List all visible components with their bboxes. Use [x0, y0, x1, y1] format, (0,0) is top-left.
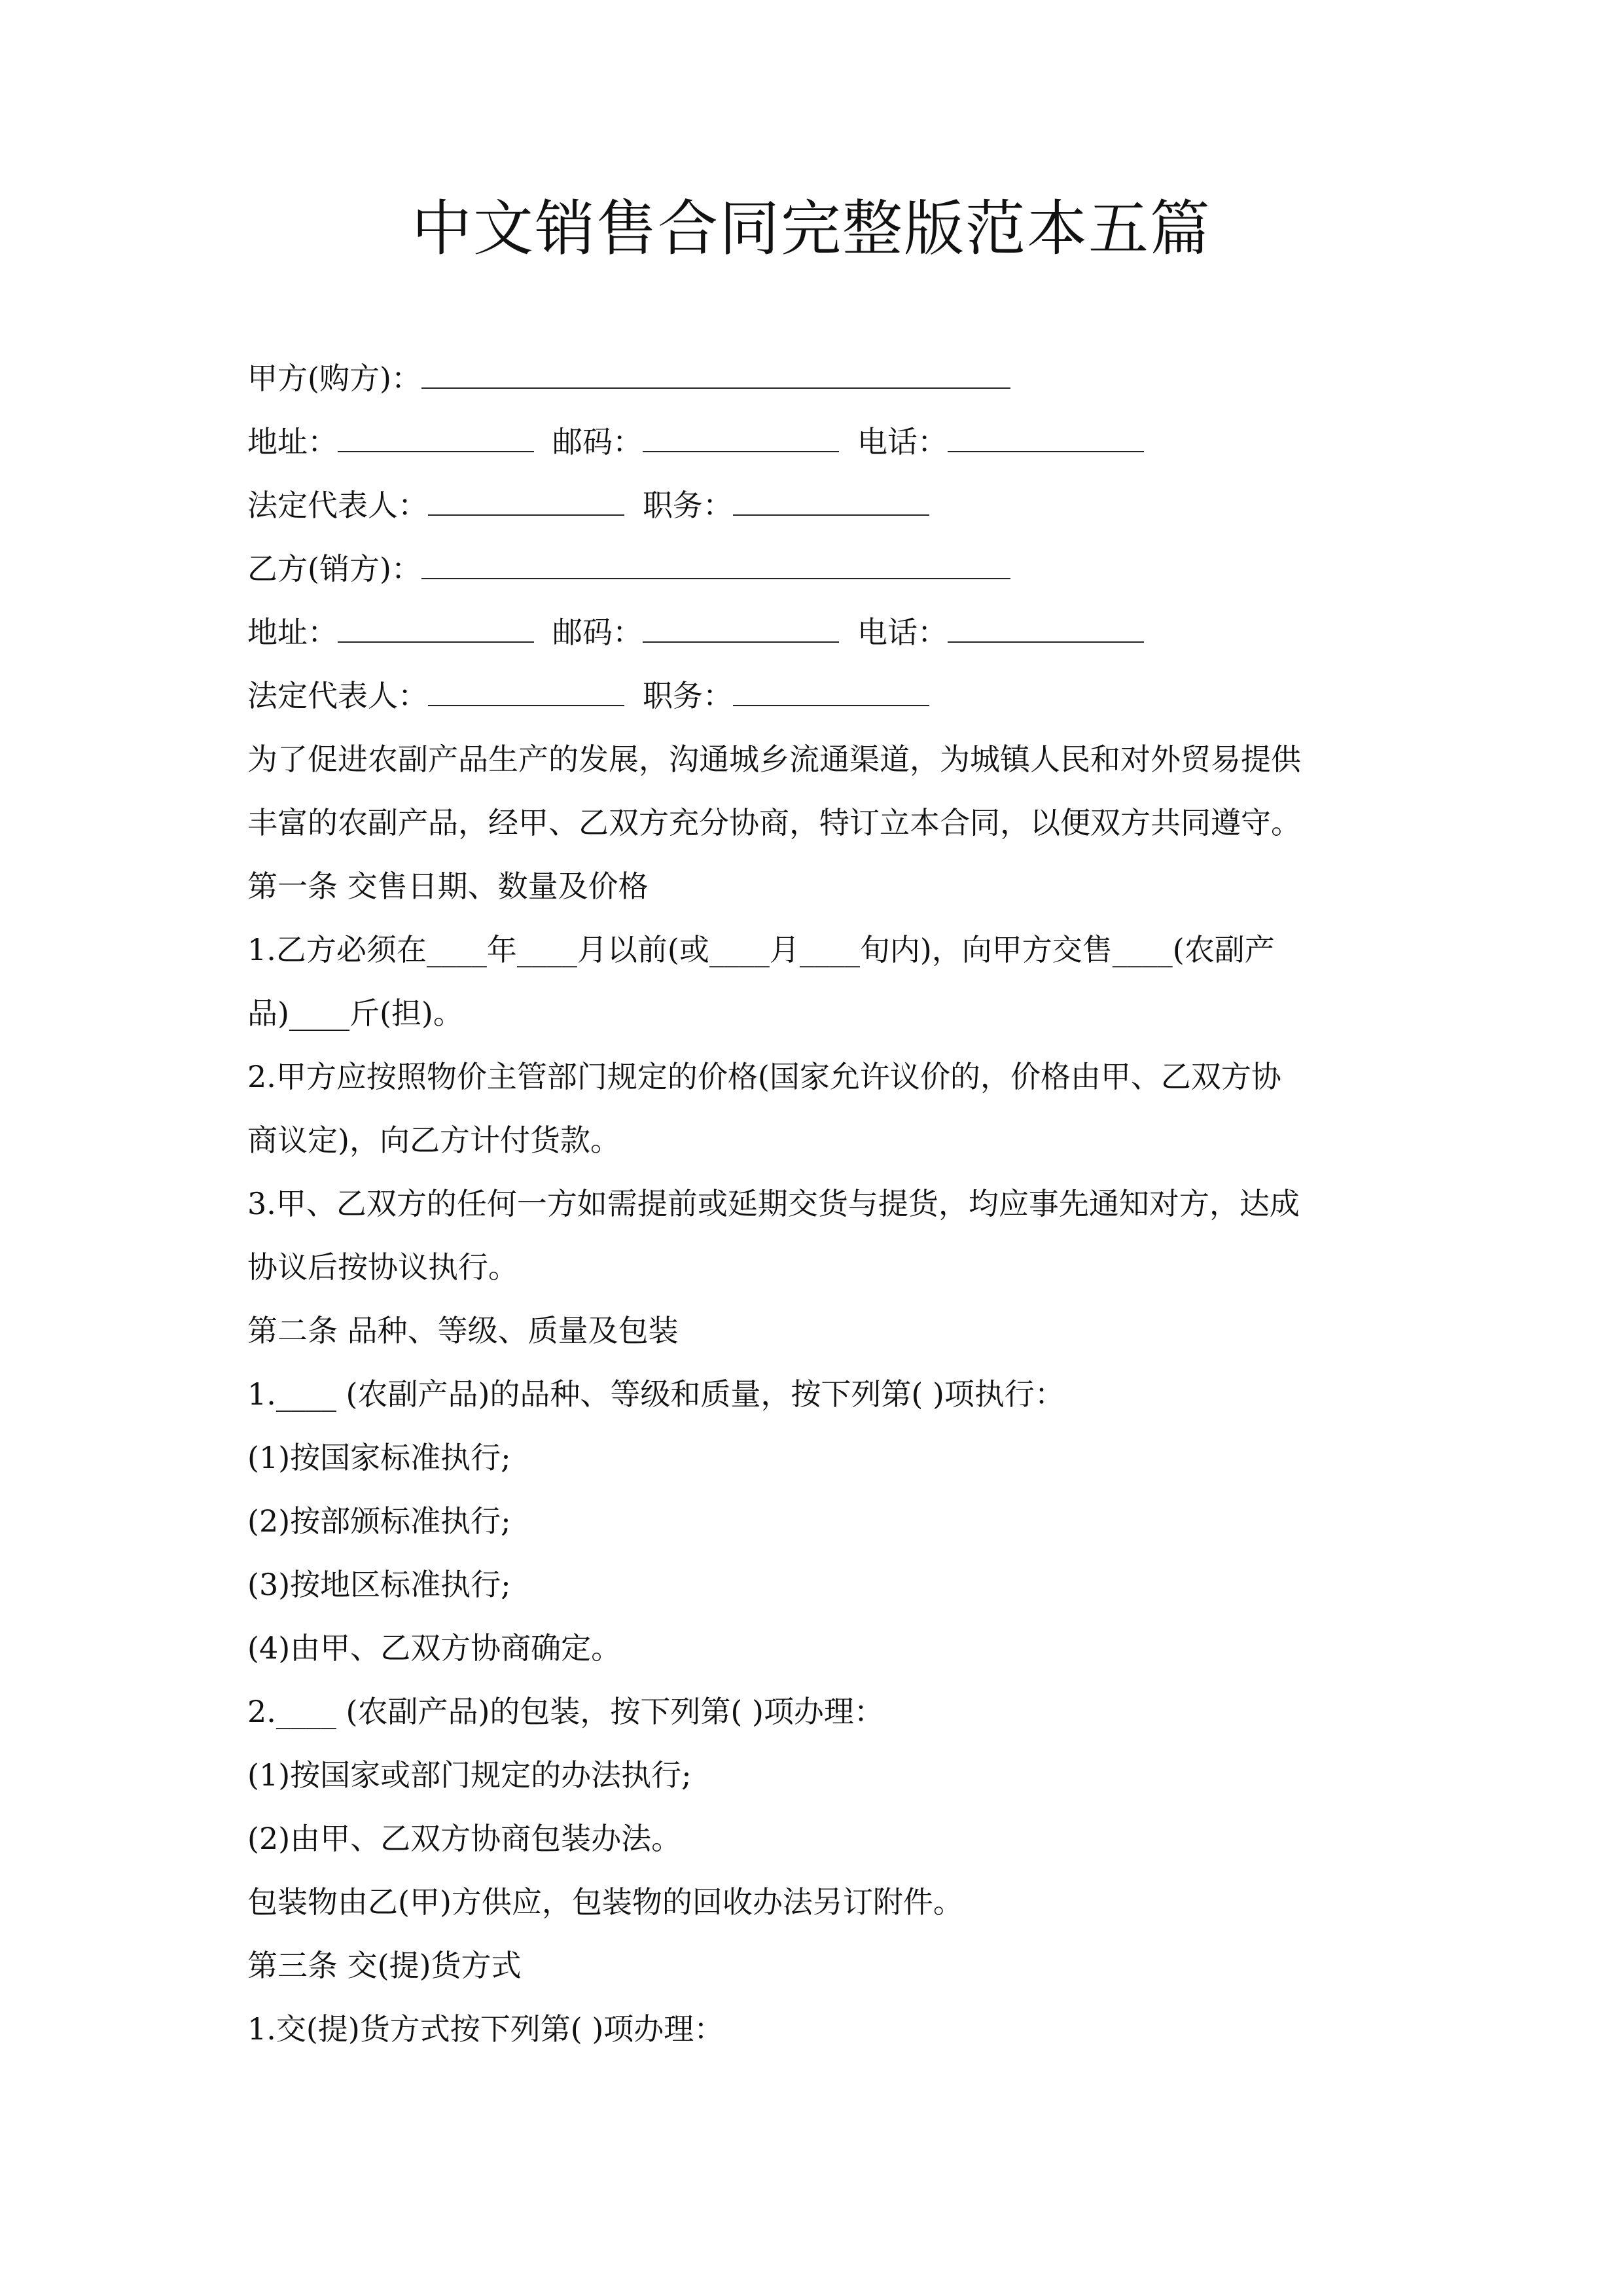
body-line: 1.交(提)货方式按下列第( )项办理：	[247, 2011, 724, 2047]
body-line: 1.乙方必须在____年____月以前(或____月____旬内)，向甲方交售____(农副产	[247, 932, 1275, 967]
party-b-contact-row	[247, 613, 1144, 652]
party-b-position-field[interactable]	[733, 677, 929, 706]
party-b-address-label: 地址：	[247, 615, 338, 650]
document-title: 中文销售合同完整版范本五篇	[411, 194, 1211, 264]
list-item: (2)由甲、乙双方协商包装办法。	[247, 1821, 682, 1856]
party-b-address-field[interactable]	[338, 614, 534, 643]
list-item: (3)按地区标准执行;	[247, 1567, 511, 1602]
party-b-phone-field[interactable]	[948, 614, 1144, 643]
body-line: 品)____斤(担)。	[247, 996, 463, 1031]
party-b-row	[247, 549, 1010, 588]
party-a-row	[247, 359, 1010, 398]
party-a-rep-row	[247, 486, 929, 525]
body-line: 为了促进农副产品生产的发展，沟通城乡流通渠道，为城镇人民和对外贸易提供	[247, 742, 1301, 777]
party-a-postcode-label: 邮码：	[552, 424, 643, 459]
body-line: 商议定)，向乙方计付货款。	[247, 1122, 620, 1158]
body-line: 协议后按协议执行。	[247, 1249, 518, 1285]
party-a-postcode-field[interactable]	[643, 423, 839, 452]
party-b-label: 乙方(销方)：	[247, 551, 421, 586]
list-item: (1)按国家或部门规定的办法执行;	[247, 1757, 692, 1793]
list-item: (2)按部颁标准执行;	[247, 1503, 511, 1539]
party-a-phone-field[interactable]	[948, 423, 1144, 452]
party-a-label: 甲方(购方)：	[247, 361, 421, 396]
party-a-position-label: 职务：	[643, 488, 733, 523]
party-b-rep-row	[247, 676, 929, 715]
body-line: 3.甲、乙双方的任何一方如需提前或延期交货与提货，均应事先通知对方，达成	[247, 1186, 1300, 1221]
party-b-position-label: 职务：	[643, 678, 733, 713]
list-item: (1)按国家标准执行;	[247, 1440, 511, 1475]
party-a-position-field[interactable]	[733, 487, 929, 516]
party-b-rep-field[interactable]	[428, 677, 624, 706]
party-a-address-field[interactable]	[338, 423, 534, 452]
article-heading: 第二条 品种、等级、质量及包装	[247, 1313, 679, 1348]
party-b-phone-label: 电话：	[857, 615, 948, 650]
party-b-name-field[interactable]	[421, 550, 1010, 579]
party-a-phone-label: 电话：	[857, 424, 948, 459]
party-a-name-field[interactable]	[421, 360, 1010, 389]
party-b-postcode-field[interactable]	[643, 614, 839, 643]
party-a-rep-label: 法定代表人：	[247, 488, 428, 523]
party-b-rep-label: 法定代表人：	[247, 678, 428, 713]
list-item: (4)由甲、乙双方协商确定。	[247, 1630, 622, 1666]
body-line: 2.____ (农副产品)的包装，按下列第( )项办理：	[247, 1694, 884, 1729]
party-a-address-label: 地址：	[247, 424, 338, 459]
body-line: 包装物由乙(甲)方供应，包装物的回收办法另订附件。	[247, 1884, 963, 1920]
article-heading: 第三条 交(提)货方式	[247, 1948, 522, 1983]
body-line: 2.甲方应按照物价主管部门规定的价格(国家允许议价的，价格由甲、乙双方协	[247, 1059, 1281, 1094]
body-line: 丰富的农副产品，经甲、乙双方充分协商，特订立本合同，以便双方共同遵守。	[247, 805, 1301, 840]
article-heading: 第一条 交售日期、数量及价格	[247, 869, 649, 904]
party-a-rep-field[interactable]	[428, 487, 624, 516]
body-line: 1.____ (农副产品)的品种、等级和质量，按下列第( )项执行：	[247, 1376, 1065, 1412]
party-b-postcode-label: 邮码：	[552, 615, 643, 650]
party-a-contact-row	[247, 422, 1144, 461]
